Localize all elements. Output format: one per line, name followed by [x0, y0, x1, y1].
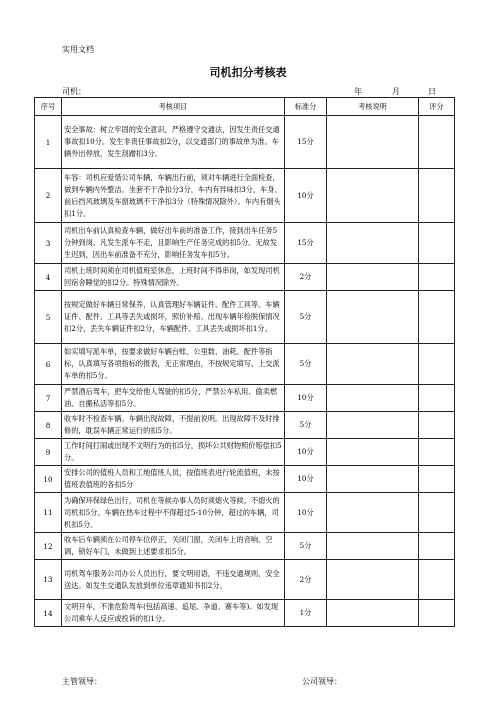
- row-explanation-cell[interactable]: [327, 264, 419, 291]
- year-label: 年: [354, 87, 362, 96]
- row-number: 9: [35, 439, 62, 466]
- row-explanation-cell[interactable]: [327, 560, 419, 600]
- col-header-explanation: 考核说明: [327, 98, 419, 116]
- row-explanation-cell[interactable]: [327, 533, 419, 560]
- row-standard: 10分: [285, 439, 327, 466]
- col-header-score: 评分: [419, 98, 455, 116]
- table-header-row: [35, 98, 455, 116]
- row-standard: 5分: [285, 344, 327, 385]
- row-item: 安排公司的值班人员和工地值班人员，按值班表进行轮流值班，未按值班表值班的各扣5分: [62, 466, 285, 493]
- row-number: 13: [35, 560, 62, 600]
- row-explanation-cell[interactable]: [327, 169, 419, 223]
- row-score-cell[interactable]: [419, 116, 455, 169]
- row-score-cell[interactable]: [419, 385, 455, 412]
- table-row: [35, 169, 455, 223]
- document-label: 实用文档: [62, 45, 94, 54]
- row-number: 6: [35, 344, 62, 385]
- table-row: [35, 493, 455, 533]
- row-explanation-cell[interactable]: [327, 223, 419, 264]
- row-standard: 10分: [285, 466, 327, 493]
- row-explanation-cell[interactable]: [327, 344, 419, 385]
- table-row: [35, 439, 455, 466]
- row-score-cell[interactable]: [419, 439, 455, 466]
- page-title: 司机扣分考核表: [209, 66, 287, 79]
- row-number: 2: [35, 169, 62, 223]
- row-explanation-cell[interactable]: [327, 439, 419, 466]
- row-item: 安全事故：树立牢固的安全意识，严格遵守交通法，因发生责任交通事故扣10分。发生非责任事故扣2分，以交通部门的事故单为准。车辆外出停放，发生刮蹭扣3分。: [62, 116, 285, 169]
- row-score-cell[interactable]: [419, 264, 455, 291]
- row-standard: 2分: [285, 264, 327, 291]
- supervisor-signature-label: 主管领导：: [62, 677, 102, 686]
- row-item: 工作时间打闹或出现不文明行为的扣5分，损坏公共财物照价赔偿扣5分。: [62, 439, 285, 466]
- row-standard: 5分: [285, 533, 327, 560]
- day-label: 日: [428, 87, 436, 96]
- table-row: [35, 116, 455, 169]
- row-explanation-cell[interactable]: [327, 466, 419, 493]
- driver-label: 司机：: [62, 87, 86, 96]
- row-item: 文明开车，不准危险驾车(包括高速、追尾、争道、赛车等)。如发现公司乘车人反应或投诉的扣1分。: [62, 600, 285, 627]
- row-score-cell[interactable]: [419, 344, 455, 385]
- row-item: 为确保环保绿色出行，司机在等候办事人员时须熄火等候，不熄火的司机扣5分。车辆在热车过程中不得超过5-10分钟，超过的车辆，司机扣5分。: [62, 493, 285, 533]
- row-explanation-cell[interactable]: [327, 493, 419, 533]
- row-standard: 1分: [285, 600, 327, 627]
- row-score-cell[interactable]: [419, 560, 455, 600]
- row-standard: 10分: [285, 493, 327, 533]
- row-item: 收车后车辆须在公司停车位停正，关闭门窗，关闭车上的音响、空调，锁好车门，未做到上述要求扣5分。: [62, 533, 285, 560]
- table-row: [35, 291, 455, 344]
- row-standard: 2分: [285, 560, 327, 600]
- table-row: [35, 264, 455, 291]
- row-number: 5: [35, 291, 62, 344]
- row-standard: 5分: [285, 412, 327, 439]
- row-item: 司机上班时间须在司机值班室休息，上班时间不得串岗，如发现司机回宿舍睡觉的扣2分。特殊情况除外。: [62, 264, 285, 291]
- row-explanation-cell[interactable]: [327, 600, 419, 627]
- row-number: 10: [35, 466, 62, 493]
- row-score-cell[interactable]: [419, 493, 455, 533]
- table-row: [35, 344, 455, 385]
- table-row: [35, 560, 455, 600]
- row-item: 如实填写派车单，按要求做好车辆台账、公里数、油耗、配件等指标，认真填写各项指标的报表，无正常理由，不按规定填写、上交派车单的扣5分。: [62, 344, 285, 385]
- table-row: [35, 385, 455, 412]
- company-signature-label: 公司领导：: [302, 677, 342, 686]
- row-standard: 10分: [285, 385, 327, 412]
- row-explanation-cell[interactable]: [327, 412, 419, 439]
- row-number: 14: [35, 600, 62, 627]
- row-item: 按规定做好车辆日常保养，认真管理好车辆证件、配件工具等。车辆证件、配件、工具等丢失或损坏，照价补赔。出现车辆年检脱保情况扣2分，丢失车辆证件扣2分，车辆配件、工具丢失或损坏扣1分。: [62, 291, 285, 344]
- row-number: 3: [35, 223, 62, 264]
- col-header-no: 序号: [35, 98, 62, 116]
- row-explanation-cell[interactable]: [327, 291, 419, 344]
- row-score-cell[interactable]: [419, 600, 455, 627]
- score-table: [34, 97, 455, 627]
- month-label: 月: [392, 87, 400, 96]
- row-item: 收车时不检查车辆。车辆出现故障，不提前说明。出现故障不及时排修的，耽误车辆正常运行的扣5分。: [62, 412, 285, 439]
- row-standard: 5分: [285, 291, 327, 344]
- row-standard: 15分: [285, 116, 327, 169]
- row-number: 1: [35, 116, 62, 169]
- row-explanation-cell[interactable]: [327, 385, 419, 412]
- row-standard: 10分: [285, 169, 327, 223]
- row-item: 严禁酒后驾车，把车交给他人驾驶的扣5分，严禁公车私用、偷卖燃油、自搬私活等扣5分。: [62, 385, 285, 412]
- row-score-cell[interactable]: [419, 169, 455, 223]
- row-score-cell[interactable]: [419, 223, 455, 264]
- row-number: 12: [35, 533, 62, 560]
- row-standard: 15分: [285, 223, 327, 264]
- row-explanation-cell[interactable]: [327, 116, 419, 169]
- row-score-cell[interactable]: [419, 466, 455, 493]
- table-row: [35, 412, 455, 439]
- row-number: 7: [35, 385, 62, 412]
- row-item: 车容：司机应爱惜公司车辆，车辆出行前，须对车辆进行全面检查，做到车辆内外整洁。坐套不干净扣分3分，车内有异味扣3分，车身、前后挡风玻璃及车窗玻璃不干净扣3分（特殊情况除外）。车内有烟头扣1分。: [62, 169, 285, 223]
- row-number: 8: [35, 412, 62, 439]
- row-number: 11: [35, 493, 62, 533]
- row-score-cell[interactable]: [419, 412, 455, 439]
- col-header-item: 考核项目: [62, 98, 285, 116]
- row-number: 4: [35, 264, 62, 291]
- row-score-cell[interactable]: [419, 533, 455, 560]
- table-row: [35, 223, 455, 264]
- col-header-standard: 标准分: [285, 98, 327, 116]
- row-score-cell[interactable]: [419, 291, 455, 344]
- table-row: [35, 466, 455, 493]
- row-item: 司机驾车服务公司办公人员出行，要文明用语，不违交通规则，安全送达。如发生交通队发放到单位违章通知书扣2分。: [62, 560, 285, 600]
- table-row: [35, 600, 455, 627]
- row-item: 司机出车前认真检查车辆，做好出车前的准备工作，接到出车任务5分钟到岗。凡发生派车不走，且影响生产任务完成的扣5分。无故发生迟到，因出车前准备不充分，影响任务发车扣5分。: [62, 223, 285, 264]
- table-row: [35, 533, 455, 560]
